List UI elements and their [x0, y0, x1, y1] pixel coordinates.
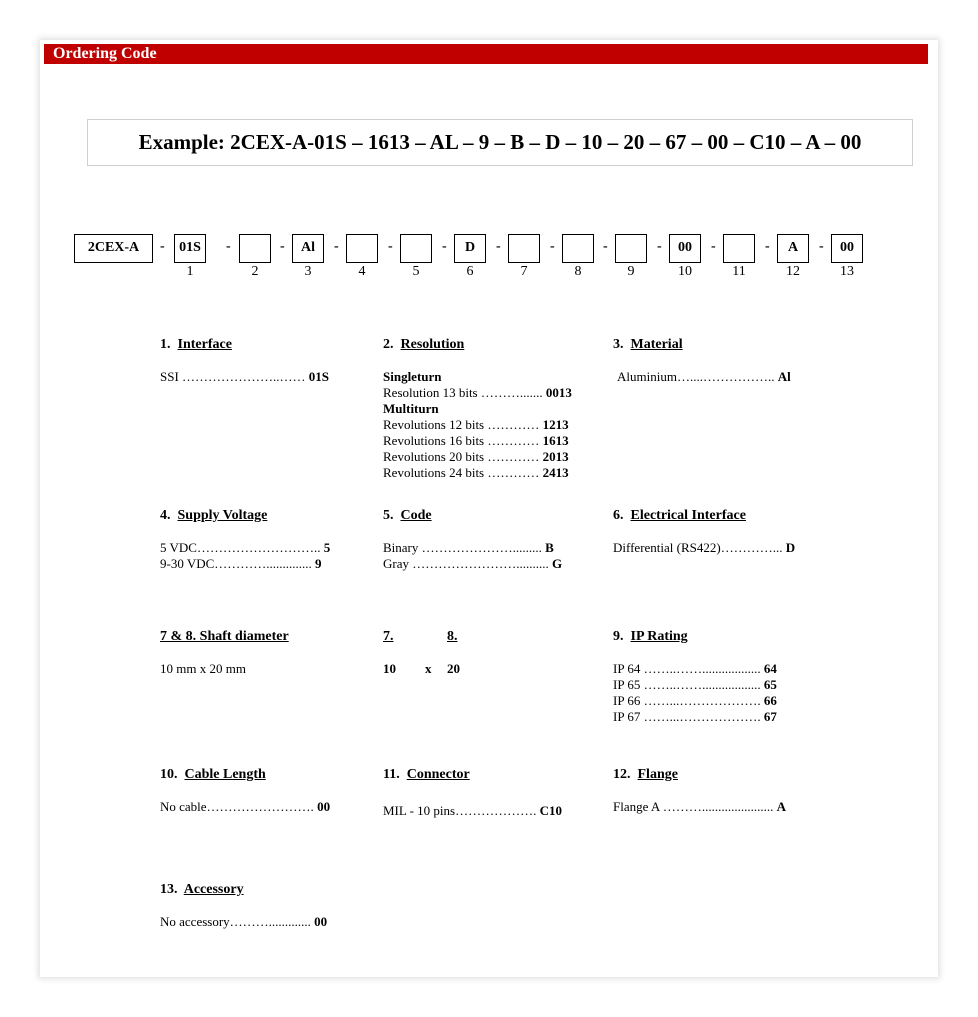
- option-row: [383, 417, 598, 433]
- option-code: 67: [763, 709, 777, 724]
- example-code: Example: 2CEX-A-01S – 1613 – AL – 9 – B – D – 10 – 20 – 67 – 00 – C10 – A – 00: [87, 119, 913, 166]
- option-code: 65: [763, 677, 777, 692]
- section-header: Ordering Code: [44, 44, 928, 64]
- option-code: B: [545, 540, 554, 555]
- code-prefix-box: 2CEX-A: [74, 234, 153, 263]
- code-separator: -: [388, 239, 393, 254]
- code-box-9: [615, 234, 647, 263]
- code-separator: -: [226, 239, 231, 254]
- section-connector: [383, 767, 598, 819]
- section-number: 5.: [383, 508, 394, 523]
- option-row: [613, 693, 828, 709]
- code-separator: -: [334, 239, 339, 254]
- code-separator: -: [442, 239, 447, 254]
- section-number: 12.: [613, 767, 631, 782]
- option-row: [160, 914, 370, 930]
- shaft-value-8: 20: [447, 661, 460, 676]
- section-interface: [160, 337, 370, 385]
- option-row: [613, 799, 828, 815]
- code-position-number: 10: [678, 264, 692, 279]
- option-label: Differential (RS422)…………...: [613, 540, 786, 555]
- section-shaft-diameter: [160, 629, 370, 677]
- code-box-10: 00: [669, 234, 701, 263]
- option-label: No accessory……….............: [160, 914, 315, 929]
- option-code: 2013: [542, 449, 569, 464]
- section-number: 6.: [613, 508, 624, 523]
- option-label: Revolutions 12 bits …………: [383, 417, 543, 432]
- section-title: IP Rating: [630, 629, 688, 644]
- code-position-number: 6: [466, 264, 474, 279]
- option-row: [160, 556, 370, 572]
- option-label: SSI …………………..……: [160, 369, 309, 384]
- option-code: 1213: [542, 417, 569, 432]
- option-label: 9-30 VDC…………..............: [160, 556, 316, 571]
- option-code: C10: [539, 803, 562, 818]
- section-shaft-values: [383, 629, 598, 677]
- shaft-heading-8: 8.: [447, 629, 458, 644]
- option-label: Flange A ………......................: [613, 799, 777, 814]
- option-row: [613, 540, 843, 556]
- code-position-number: 11: [732, 264, 746, 279]
- option-row: [383, 385, 598, 401]
- code-position-number: 1: [186, 264, 194, 279]
- subheading-singleturn: Singleturn: [383, 369, 442, 384]
- code-position-number: 13: [840, 264, 854, 279]
- shaft-heading-7: 7.: [383, 629, 394, 644]
- section-number: 3.: [613, 337, 624, 352]
- option-row: [383, 556, 598, 572]
- section-electrical-interface: [613, 508, 843, 556]
- option-row: [160, 661, 370, 677]
- code-box-8: [562, 234, 594, 263]
- option-row: [160, 540, 370, 556]
- option-label: Revolutions 16 bits …………: [383, 433, 543, 448]
- option-label: IP 64 ……..……..................: [613, 661, 764, 676]
- option-code: 66: [763, 693, 777, 708]
- code-position-number: 9: [627, 264, 635, 279]
- section-number: 10.: [160, 767, 178, 782]
- shaft-x: x: [425, 661, 432, 676]
- code-separator: -: [711, 239, 716, 254]
- code-box-7: [508, 234, 540, 263]
- option-row: [383, 433, 598, 449]
- section-title: Resolution: [400, 337, 465, 352]
- code-position-number: 2: [251, 264, 259, 279]
- code-box-5: [400, 234, 432, 263]
- section-number: 11.: [383, 767, 400, 782]
- code-separator: -: [280, 239, 285, 254]
- section-cable-length: [160, 767, 370, 815]
- section-number: 4.: [160, 508, 171, 523]
- option-code: A: [776, 799, 786, 814]
- code-box-13: 00: [831, 234, 863, 263]
- section-title: Flange: [637, 767, 678, 782]
- code-separator: -: [496, 239, 501, 254]
- shaft-value-7: 10: [383, 661, 396, 676]
- option-row: [383, 803, 598, 819]
- section-title: Interface: [177, 337, 232, 352]
- section-title: Code: [400, 508, 432, 523]
- section-title: Cable Length: [184, 767, 266, 782]
- code-separator: -: [603, 239, 608, 254]
- code-separator: -: [819, 239, 824, 254]
- option-row: [617, 369, 823, 385]
- code-separator: -: [765, 239, 770, 254]
- option-code: 64: [763, 661, 777, 676]
- section-code: [383, 508, 598, 572]
- option-label: IP 66 ……...……………….: [613, 693, 764, 708]
- code-position-number: 3: [304, 264, 312, 279]
- section-number: 1.: [160, 337, 171, 352]
- section-number: 9.: [613, 629, 624, 644]
- code-position-number: 7: [520, 264, 528, 279]
- option-label: 5 VDC………………………..: [160, 540, 324, 555]
- section-accessory: [160, 882, 370, 930]
- code-separator: -: [550, 239, 555, 254]
- code-box-3: Al: [292, 234, 324, 263]
- section-supply-voltage: [160, 508, 370, 572]
- section-title: Electrical Interface: [630, 508, 746, 523]
- subheading-multiturn: Multiturn: [383, 401, 439, 416]
- code-box-6: D: [454, 234, 486, 263]
- option-code: D: [785, 540, 796, 555]
- code-position-number: 12: [786, 264, 800, 279]
- option-code: 00: [314, 914, 328, 929]
- option-code: 5: [323, 540, 331, 555]
- code-box-1: 01S: [174, 234, 206, 263]
- option-code: G: [552, 556, 563, 571]
- code-position-number: 4: [358, 264, 366, 279]
- option-label: No cable…………………….: [160, 799, 318, 814]
- code-box-12: A: [777, 234, 809, 263]
- option-row: [613, 709, 828, 725]
- section-title: Accessory: [183, 882, 244, 897]
- option-label: Revolutions 24 bits …………: [383, 465, 543, 480]
- option-row: [613, 677, 828, 693]
- option-label: Resolution 13 bits ……….......: [383, 385, 546, 400]
- option-row: [383, 449, 598, 465]
- code-position-number: 8: [574, 264, 582, 279]
- option-label: Gray ……………………..........: [383, 556, 552, 571]
- option-code: 1613: [542, 433, 569, 448]
- code-box-11: [723, 234, 755, 263]
- document-page: [40, 40, 938, 977]
- option-code: 0013: [545, 385, 572, 400]
- option-label: IP 65 ……..……..................: [613, 677, 764, 692]
- option-row: [613, 661, 828, 677]
- code-separator: -: [160, 239, 165, 254]
- code-position-number: 5: [412, 264, 420, 279]
- section-ip-rating: [613, 629, 828, 725]
- section-resolution: [383, 337, 598, 481]
- section-title: Supply Voltage: [177, 508, 268, 523]
- option-code: Al: [777, 369, 791, 384]
- section-title: Connector: [406, 767, 470, 782]
- option-label: Aluminium…....……………..: [617, 369, 778, 384]
- code-box-2: [239, 234, 271, 263]
- option-row: [160, 799, 370, 815]
- option-label: Revolutions 20 bits …………: [383, 449, 543, 464]
- option-code: 2413: [542, 465, 569, 480]
- option-row: [383, 540, 598, 556]
- section-material: [613, 337, 823, 385]
- section-title: 7 & 8. Shaft diameter: [160, 629, 289, 644]
- section-flange: [613, 767, 828, 815]
- option-code: 00: [317, 799, 331, 814]
- section-number: 2.: [383, 337, 394, 352]
- section-title: Material: [630, 337, 683, 352]
- option-row: [383, 465, 598, 481]
- option-label: Binary ………………….........: [383, 540, 546, 555]
- option-label: IP 67 ……...……………….: [613, 709, 764, 724]
- code-separator: -: [657, 239, 662, 254]
- option-code: 01S: [308, 369, 330, 384]
- option-code: 9: [315, 556, 322, 571]
- option-row: [160, 369, 370, 385]
- option-label: 10 mm x 20 mm: [160, 661, 246, 676]
- code-box-4: [346, 234, 378, 263]
- option-label: MIL - 10 pins……………….: [383, 803, 540, 818]
- section-number: 13.: [160, 882, 178, 897]
